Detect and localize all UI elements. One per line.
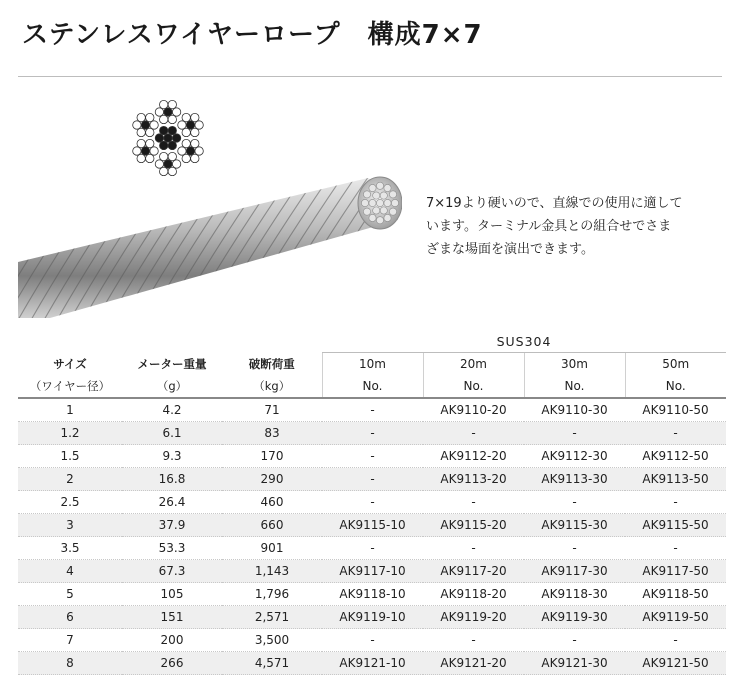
size-cell: 1.5: [18, 445, 122, 468]
part-no-30m-cell: -: [524, 491, 625, 514]
part-no-50m-cell: AK9113-50: [625, 468, 726, 491]
spec-table: [18, 330, 726, 675]
weight-cell: 151: [122, 606, 222, 629]
table-row: [18, 422, 726, 445]
part-no-20m-cell: AK9112-20: [423, 445, 524, 468]
weight-cell: 16.8: [122, 468, 222, 491]
part-no-50m-cell: AK9118-50: [625, 583, 726, 606]
part-no-30m-cell: AK9110-30: [524, 398, 625, 422]
material-header: SUS304: [322, 330, 726, 353]
group-header-row: [18, 330, 726, 353]
table-row: [18, 560, 726, 583]
part-no-10m-cell: AK9115-10: [322, 514, 423, 537]
part-no-10m-cell: -: [322, 629, 423, 652]
weight-cell: 53.3: [122, 537, 222, 560]
table-row: [18, 398, 726, 422]
table-row: [18, 629, 726, 652]
length-header-30m: 30m: [524, 353, 625, 376]
size-cell: 5: [18, 583, 122, 606]
part-no-30m-cell: AK9118-30: [524, 583, 625, 606]
size-cell: 2.5: [18, 491, 122, 514]
part-no-30m-cell: AK9117-30: [524, 560, 625, 583]
part-no-30m-cell: AK9115-30: [524, 514, 625, 537]
load-cell: 1,796: [222, 583, 322, 606]
part-no-10m-cell: -: [322, 491, 423, 514]
part-no-10m-cell: -: [322, 468, 423, 491]
size-cell: 7: [18, 629, 122, 652]
part-no-30m-cell: AK9119-30: [524, 606, 625, 629]
part-no-50m-cell: -: [625, 491, 726, 514]
part-no-30m-cell: AK9112-30: [524, 445, 625, 468]
size-cell: 3.5: [18, 537, 122, 560]
description-line: います。ターミナル金具との組合せでさま: [426, 219, 672, 234]
weight-cell: 266: [122, 652, 222, 675]
part-no-20m-cell: -: [423, 537, 524, 560]
part-no-30m-cell: AK9121-30: [524, 652, 625, 675]
size-cell: 2: [18, 468, 122, 491]
size-header-sub: （ワイヤー径）: [18, 375, 122, 398]
table-row: [18, 652, 726, 675]
part-no-10m-cell: AK9118-10: [322, 583, 423, 606]
size-cell: 4: [18, 560, 122, 583]
part-no-20m-cell: AK9110-20: [423, 398, 524, 422]
page-title: ステンレスワイヤーロープ 構成7×7: [22, 20, 483, 50]
load-cell: 71: [222, 398, 322, 422]
weight-cell: 6.1: [122, 422, 222, 445]
description-line: ざまな場面を演出できます。: [426, 242, 594, 257]
header-row-2: [18, 375, 726, 398]
table-row: [18, 606, 726, 629]
part-no-20m-cell: AK9121-20: [423, 652, 524, 675]
size-header: サイズ: [53, 356, 87, 371]
part-no-50m-cell: AK9115-50: [625, 514, 726, 537]
table-row: [18, 514, 726, 537]
load-cell: 1,143: [222, 560, 322, 583]
weight-cell: 37.9: [122, 514, 222, 537]
table-row: [18, 537, 726, 560]
table-row: [18, 491, 726, 514]
load-cell: 170: [222, 445, 322, 468]
part-no-20m-cell: AK9117-20: [423, 560, 524, 583]
size-cell: 6: [18, 606, 122, 629]
part-no-10m-cell: -: [322, 398, 423, 422]
part-no-30m-cell: -: [524, 629, 625, 652]
part-no-20m-cell: AK9115-20: [423, 514, 524, 537]
part-no-10m-cell: -: [322, 422, 423, 445]
rope-end: [358, 177, 402, 229]
table-row: [18, 445, 726, 468]
wire-rope-image: [18, 170, 402, 320]
part-no-50m-cell: -: [625, 422, 726, 445]
part-no-30m-cell: -: [524, 537, 625, 560]
part-no-20m-cell: -: [423, 422, 524, 445]
no-header: No.: [423, 375, 524, 398]
part-no-10m-cell: -: [322, 445, 423, 468]
part-no-50m-cell: AK9119-50: [625, 606, 726, 629]
load-cell: 3,500: [222, 629, 322, 652]
part-no-10m-cell: AK9121-10: [322, 652, 423, 675]
weight-cell: 4.2: [122, 398, 222, 422]
no-header: No.: [322, 375, 423, 398]
load-cell: 660: [222, 514, 322, 537]
part-no-20m-cell: -: [423, 629, 524, 652]
weight-header-sub: （g）: [122, 375, 222, 398]
part-no-20m-cell: AK9119-20: [423, 606, 524, 629]
load-cell: 901: [222, 537, 322, 560]
load-cell: 2,571: [222, 606, 322, 629]
part-no-30m-cell: -: [524, 422, 625, 445]
product-description: [426, 192, 726, 261]
table-row: [18, 468, 726, 491]
weight-cell: 67.3: [122, 560, 222, 583]
part-no-20m-cell: -: [423, 491, 524, 514]
part-no-10m-cell: AK9119-10: [322, 606, 423, 629]
part-no-20m-cell: AK9113-20: [423, 468, 524, 491]
no-header: No.: [625, 375, 726, 398]
part-no-50m-cell: AK9110-50: [625, 398, 726, 422]
load-cell: 290: [222, 468, 322, 491]
part-no-10m-cell: -: [322, 537, 423, 560]
part-no-10m-cell: AK9117-10: [322, 560, 423, 583]
size-cell: 1.2: [18, 422, 122, 445]
title-divider: [18, 76, 722, 77]
part-no-30m-cell: AK9113-30: [524, 468, 625, 491]
load-header: 破断荷重: [248, 356, 295, 371]
part-no-50m-cell: AK9121-50: [625, 652, 726, 675]
weight-header: メーター重量: [137, 356, 207, 371]
part-no-50m-cell: -: [625, 629, 726, 652]
rope-body: [18, 170, 402, 320]
cross-section-image: [128, 98, 208, 178]
no-header: No.: [524, 375, 625, 398]
weight-cell: 105: [122, 583, 222, 606]
size-cell: 8: [18, 652, 122, 675]
part-no-50m-cell: AK9112-50: [625, 445, 726, 468]
length-header-50m: 50m: [625, 353, 726, 376]
load-cell: 460: [222, 491, 322, 514]
size-cell: 1: [18, 398, 122, 422]
description-line: 7×19より硬いので、直線での使用に適して: [426, 196, 683, 211]
load-header-sub: （kg）: [222, 375, 322, 398]
size-cell: 3: [18, 514, 122, 537]
load-cell: 83: [222, 422, 322, 445]
length-header-10m: 10m: [322, 353, 423, 376]
part-no-50m-cell: AK9117-50: [625, 560, 726, 583]
weight-cell: 200: [122, 629, 222, 652]
part-no-50m-cell: -: [625, 537, 726, 560]
length-header-20m: 20m: [423, 353, 524, 376]
weight-cell: 26.4: [122, 491, 222, 514]
header-row-1: [18, 353, 726, 376]
part-no-20m-cell: AK9118-20: [423, 583, 524, 606]
load-cell: 4,571: [222, 652, 322, 675]
table-row: [18, 583, 726, 606]
weight-cell: 9.3: [122, 445, 222, 468]
